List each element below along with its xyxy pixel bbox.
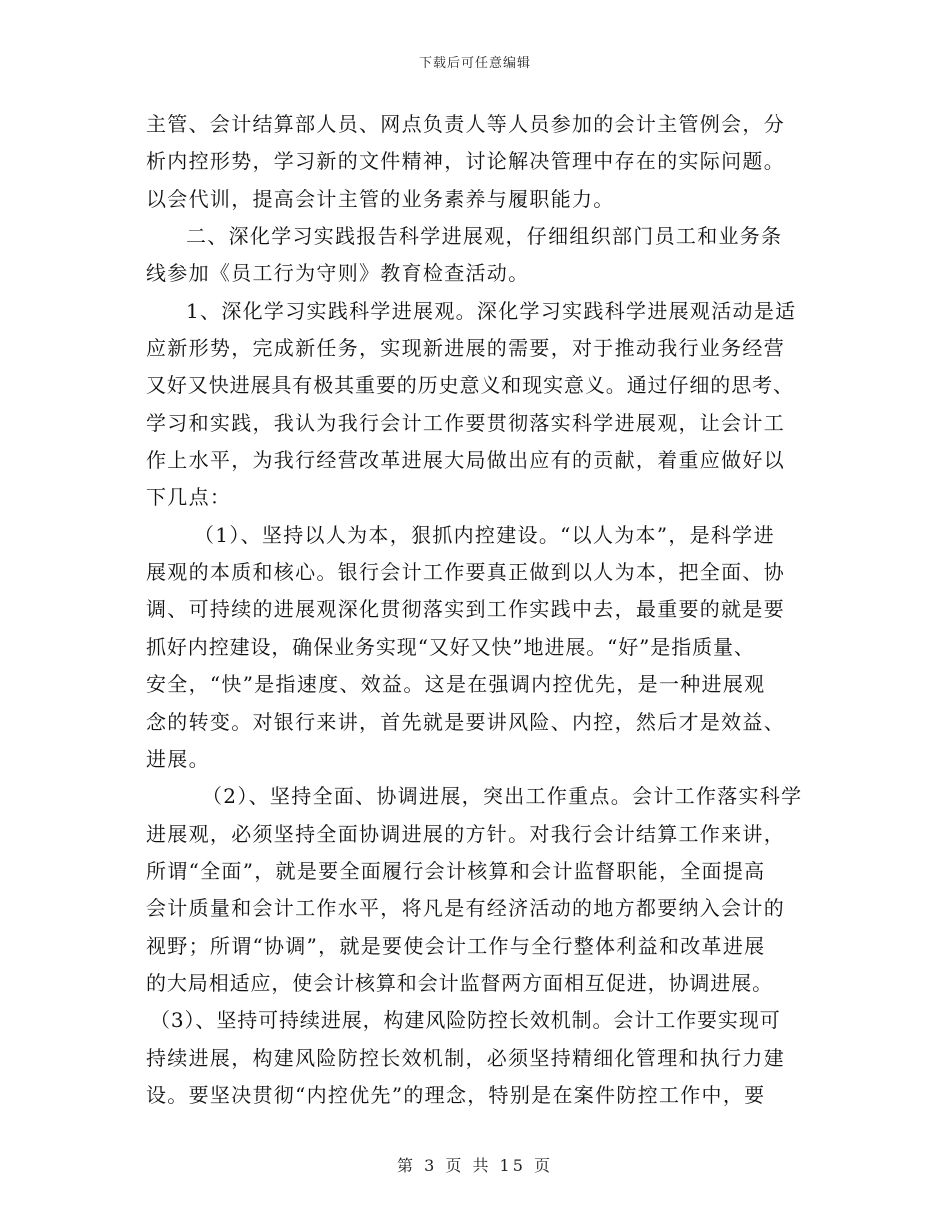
- text-line: 主管、会计结算部人员、网点负责人等人员参加的会计主管例会，分: [146, 112, 785, 136]
- text-line: 持续进展，构建风险防控长效机制，必须坚持精细化管理和执行力建: [146, 1045, 785, 1070]
- text-line: 作上水平，为我行经营改革进展大局做出应有的贡献，着重应做好以: [146, 448, 785, 473]
- text-line: 抓好内控建设，确保业务实现“又好又快”地进展。“好”是指质量、: [146, 634, 755, 659]
- paragraph-start-line: 二、深化学习实践报告科学进展观，仔细组织部门员工和业务条: [186, 224, 783, 249]
- text-line: 会计质量和会计工作水平，将凡是有经济活动的地方都要纳入会计的: [146, 896, 785, 921]
- paragraph-start-line: （1）、坚持以人为本，狠抓内控建设。“以人为本”，是科学进: [194, 522, 775, 547]
- paragraph-start-line: 1、深化学习实践科学进展观。深化学习实践科学进展观活动是适: [186, 298, 797, 323]
- text-line: 设。要坚决贯彻“内控优先”的理念，特别是在案件防控工作中，要: [146, 1082, 766, 1107]
- text-line: 进展。: [146, 746, 210, 771]
- text-line: 进展观，必须坚持全面协调进展的方针。对我行会计结算工作来讲，: [146, 821, 785, 846]
- text-line: 所谓“全面”，就是要全面履行会计核算和会计监督职能，全面提高: [146, 858, 766, 883]
- text-line: 又好又快进展具有极其重要的历史意义和现实意义。通过仔细的思考、: [146, 373, 794, 398]
- text-line: 调、可持续的进展观深化贯彻落实到工作实践中去，最重要的就是要: [146, 597, 785, 622]
- text-line: 应新形势，完成新任务，实现新进展的需要，对于推动我行业务经营: [146, 336, 785, 361]
- text-line: 念的转变。对银行来讲，首先就是要讲风险、内控，然后才是效益、: [146, 709, 785, 734]
- text-line: 的大局相适应，使会计核算和会计监督两方面相互促进，协调进展。: [146, 970, 773, 995]
- text-line: 析内控形势，学习新的文件精神，讨论解决管理中存在的实际问题。: [146, 149, 785, 174]
- text-line: 展观的本质和核心。银行会计工作要真正做到以人为本，把全面、协: [146, 560, 785, 585]
- paragraph-start-line: （2）、坚持全面、协调进展，突出工作重点。会计工作落实科学: [202, 784, 803, 809]
- paragraph-start-line: （3）、坚持可持续进展，构建风险防控长效机制。会计工作要实现可: [150, 1008, 781, 1033]
- page-header: 下载后可任意编辑: [418, 56, 531, 71]
- text-line: 下几点：: [146, 485, 232, 510]
- text-line: 以会代训，提高会计主管的业务素养与履职能力。: [146, 186, 615, 211]
- text-line: 学习和实践，我认为我行会计工作要贯彻落实科学进展观，让会计工: [146, 410, 785, 435]
- text-line: 视野；所谓“协调”，就是要使会计工作与全行整体利益和改革进展: [146, 933, 766, 958]
- text-line: 线参加《员工行为守则》教育检查活动。: [146, 261, 530, 286]
- text-line: 安全，“快”是指速度、效益。这是在强调内控优先，是一种进展观: [146, 672, 766, 697]
- document-body: [146, 106, 808, 1114]
- page-number-footer: 第 3 页 共 15 页: [397, 1156, 553, 1175]
